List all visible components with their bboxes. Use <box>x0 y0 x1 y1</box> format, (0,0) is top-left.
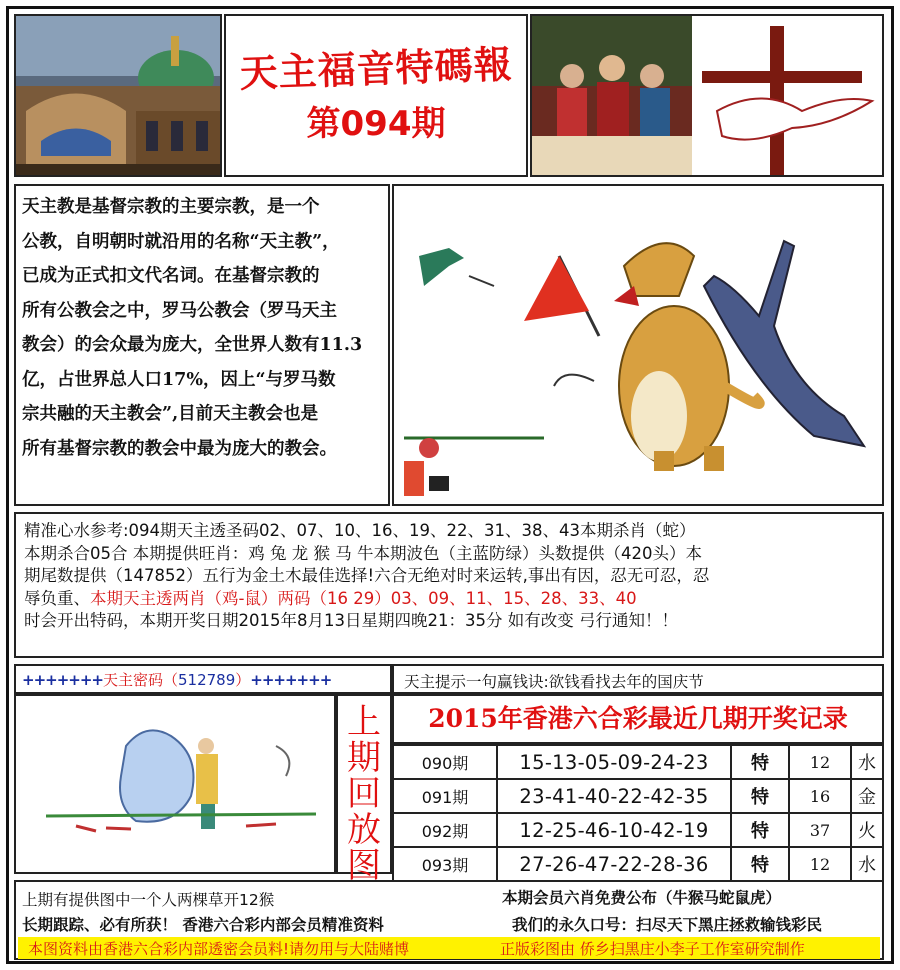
tips-line: 时会开出特码，本期开奖日期2015年8月13日星期四晚21：35分 如有改变 弓行通知！！ <box>24 611 678 630</box>
table-row <box>393 745 883 779</box>
cathedral-image <box>14 14 222 177</box>
special-number-cell: 12 <box>789 745 851 779</box>
intro-text-box <box>14 184 390 506</box>
element-cell: 金 <box>851 779 883 813</box>
highlight-tip: 本期天主透两肖（鸡-鼠）两码（16 29）03、09、11、15、28、33、40 <box>90 588 637 608</box>
replay-label: 上期回放图 <box>336 694 392 874</box>
footer-motto: 我们的永久口号：扫尽天下黑庄拯救输钱彩民 <box>512 916 823 934</box>
dog-flag-cartoon <box>392 184 884 506</box>
special-label-cell: 特 <box>731 813 789 847</box>
tips-line: 本期杀合05合 本期提供旺肖：鸡 兔 龙 猴 马 牛本期波色（主蓝防绿）头数提供（420头）本 <box>24 543 702 563</box>
footer-last-hint: 上期有提供图中一个人两棵草开12猴 <box>22 891 275 909</box>
tips-line <box>24 588 874 611</box>
intro-line: 天主教是基督宗教的主要宗教，是一个 <box>22 197 320 217</box>
copyright-left: 本图资料由香港六合彩内部透密会员料!请勿用与大陆赌博 <box>28 940 410 958</box>
intro-line: 宗共融的天主教会”,目前天主教会也是 <box>22 404 319 424</box>
intro-line: 已成为正式扣文代名词。在基督宗教的 <box>22 266 320 286</box>
period-cell: 090期 <box>393 745 497 779</box>
intro-line: 教会）的会众最为庞大，全世界人数有11.3 <box>22 335 363 355</box>
special-label-cell: 特 <box>731 745 789 779</box>
replay-cartoon <box>14 694 336 874</box>
secret-code: 512789 <box>178 671 236 689</box>
intro-line: 所有公教会之中，罗马公教会（罗马天主 <box>22 300 337 321</box>
tips-line: 期尾数提供（147852）五行为金土木最佳选择!六合无绝对时来运转,事出有因，忍无可忍，忍 <box>24 566 710 585</box>
secret-code-box <box>14 664 392 694</box>
numbers-cell: 27-26-47-22-28-36 <box>497 847 731 881</box>
last-supper-and-cross-image <box>530 14 884 177</box>
intro-line: 所有基督宗教的教会中最为庞大的教会。 <box>22 438 337 459</box>
tips-box <box>14 512 884 658</box>
element-cell: 水 <box>851 745 883 779</box>
numbers-cell: 23-41-40-22-42-35 <box>497 779 731 813</box>
copyright-bar <box>18 937 880 959</box>
intro-line: 公教，自明朝时就沿用的名称“天主教”， <box>22 231 340 252</box>
newspaper-title: 天主福音特碼報 <box>238 42 514 96</box>
footer-member-zodiac: 本期会员六肖免费公布（牛猴马蛇鼠虎） <box>502 889 782 907</box>
numbers-cell: 15-13-05-09-24-23 <box>497 745 731 779</box>
numbers-cell: 12-25-46-10-42-19 <box>497 813 731 847</box>
special-number-cell: 16 <box>789 779 851 813</box>
table-row <box>393 813 883 847</box>
special-label-cell: 特 <box>731 847 789 881</box>
intro-line: 亿，占世界总人口17%，因上“与罗马数 <box>22 369 336 390</box>
plus-decoration: +++++++ <box>22 671 103 689</box>
period-cell: 093期 <box>393 847 497 881</box>
special-number-cell: 37 <box>789 813 851 847</box>
tips-text: 辱负重、 <box>24 588 90 608</box>
secret-close: ） <box>235 671 251 689</box>
draw-records-table <box>392 744 884 882</box>
tips-line: 精准心水参考:094期天主透圣码02、07、10、16、19、22、31、38、43本期杀肖（蛇） <box>24 521 696 540</box>
footer-slogan: 长期跟踪、必有所获！ 香港六合彩内部会员精准资料 <box>22 916 384 934</box>
period-cell: 091期 <box>393 779 497 813</box>
hint-box: 天主提示一句赢钱诀:欲钱看找去年的国庆节 <box>392 664 884 694</box>
footer-box <box>14 880 884 960</box>
title-box <box>224 14 528 177</box>
table-row <box>393 779 883 813</box>
secret-label: 天主密码（ <box>102 671 178 689</box>
records-title: 2015年香港六合彩最近几期开奖记录 <box>392 694 884 744</box>
copyright-right: 正版彩图由 侨乡扫黑庄小李子工作室研究制作 <box>500 940 805 958</box>
plus-decoration: +++++++ <box>250 671 332 689</box>
issue-number: 第094期 <box>306 104 446 144</box>
element-cell: 水 <box>851 847 883 881</box>
period-cell: 092期 <box>393 813 497 847</box>
element-cell: 火 <box>851 813 883 847</box>
special-number-cell: 12 <box>789 847 851 881</box>
table-row <box>393 847 883 881</box>
special-label-cell: 特 <box>731 779 789 813</box>
